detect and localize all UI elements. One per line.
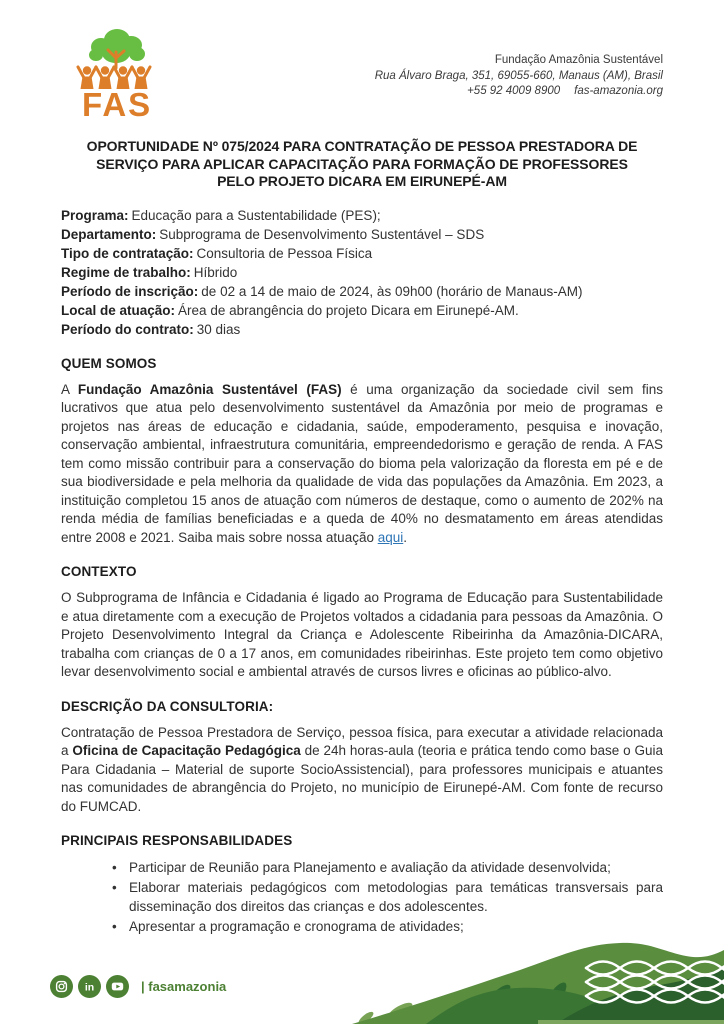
- page-title: OPORTUNIDADE Nº 075/2024 PARA CONTRATAÇÃO DE PESSOA PRESTADORA DE SERVIÇO PARA APLICAR CAPACITAÇÃO PARA FORMAÇÃO DE PROFESSORES PELO PROJETO DICARA EM EIRUNEPÉ-AM: [86, 138, 638, 189]
- field-periodo-inscricao: [61, 282, 663, 301]
- paragraph-text: Contratação de Pessoa Prestadora de Serviço, pessoa física, para executar a atividade relacionada a: [61, 724, 663, 758]
- responsibilities-list: [61, 858, 663, 936]
- contexto-paragraph: O Subprograma de Infância e Cidadania é ligado ao Programa de Educação para Sustentabilidade e atua diretamente com a execução de Projetos voltados a cidadania para pessoas da Amazônia. O Projeto Desenvolvimento Integral da Criança e Adolescente Ribeirinha da Amazônia-DICARA, trabalha com crianças de 0 a 17 anos, em comunidades ribeirinhas. Este projeto tem como objetivo levar desenvolvimento social e ambiental através de cursos livres e oficinas ao público-alvo.: [61, 590, 663, 679]
- field-departamento: [61, 225, 663, 244]
- footer-strip: [538, 1020, 724, 1024]
- opportunity-fields: [61, 206, 663, 339]
- field-value: 30 dias: [196, 321, 241, 337]
- svg-text:in: in: [84, 981, 95, 994]
- field-periodo-contrato: [61, 320, 663, 339]
- field-programa: [61, 206, 663, 225]
- paragraph-text: de 24h horas-aula (teoria e prática tendo como base o Guia Para Cidadania – Material de suporte SocioAssistencial), para professores municipais e atuantes nas comunidades de abrangência do Projeto, no município de Eirunepé-AM. Com fonte de recurso do FUMCAD.: [61, 743, 663, 814]
- org-phone-site: [375, 84, 663, 100]
- section-heading-quem-somos: QUEM SOMOS: [61, 355, 157, 371]
- instagram-icon[interactable]: [50, 975, 73, 998]
- paragraph-text: é uma organização da sociedade civil sem fins lucrativos que atua pelo desenvolvimento sustentável da Amazônia por meio de programas e projetos nas áreas de educação e cidadania, saúde, empoderamento, pesquisa e inovação, conservação ambiental, infraestrutura comunitária, empreendedorismo e geração de renda. A FAS tem como missão contribuir para a conservação do bioma pela valorização da floresta em pé e de sua biodiversidade e pela melhoria da qualidade de vida das populações da Amazônia. Em 2023, a instituição completou 15 anos de atuação com números de destaque, como o aumento de 202% na renda média de famílias beneficiadas e a queda de 40% no desmatamento em áreas atendidas entre 2008 e 2021. Saiba mais sobre nossa atuação: [61, 381, 663, 545]
- field-value: de 02 a 14 de maio de 2024, às 09h00 (horário de Manaus-AM): [201, 283, 583, 299]
- aqui-link[interactable]: aqui: [377, 529, 404, 545]
- field-value: Subprograma de Desenvolvimento Sustentável – SDS: [159, 226, 485, 242]
- field-label: Programa:: [61, 207, 129, 223]
- letterhead: [0, 0, 724, 118]
- youtube-icon[interactable]: [106, 975, 129, 998]
- section-heading-responsabilidades: PRINCIPAIS RESPONSABILIDADES: [61, 833, 293, 848]
- footer-social-bar: [50, 975, 226, 998]
- section-heading-contexto: CONTEXTO: [61, 564, 137, 579]
- field-value: Educação para a Sustentabilidade (PES);: [131, 207, 381, 223]
- fas-logo: [74, 26, 184, 118]
- field-local-atuacao: [61, 301, 663, 320]
- field-regime-trabalho: [61, 263, 663, 282]
- linkedin-icon[interactable]: [78, 975, 101, 998]
- field-label: Local de atuação:: [61, 302, 176, 318]
- quem-somos-paragraph: [61, 381, 663, 548]
- descricao-paragraph: [61, 724, 663, 817]
- org-website: fas-amazonia.org: [574, 85, 663, 97]
- paragraph-bold: Oficina de Capacitação Pedagógica: [72, 743, 301, 758]
- document-body: [61, 206, 663, 937]
- section-heading-descricao: DESCRIÇÃO DA CONSULTORIA:: [61, 698, 274, 714]
- field-label: Período do contrato:: [61, 321, 194, 337]
- field-label: Período de inscrição:: [61, 283, 199, 299]
- list-item: • Participar de Reunião para Planejamento e avaliação da atividade desenvolvida;: [110, 858, 663, 878]
- org-phone: +55 92 4009 8900: [467, 85, 561, 97]
- paragraph-text: .: [403, 529, 408, 545]
- paragraph-text: A: [61, 381, 78, 397]
- field-tipo-contratacao: [61, 244, 663, 263]
- logo-wordmark: FAS: [82, 86, 153, 118]
- paragraph-bold: Fundação Amazônia Sustentável (FAS): [77, 381, 342, 397]
- field-value: Consultoria de Pessoa Física: [196, 245, 373, 261]
- list-item: • Elaborar materiais pedagógicos com metodologias para temáticas transversais para disseminação dos direitos das crianças e dos adolescentes.: [110, 878, 663, 917]
- org-name: Fundação Amazônia Sustentável: [494, 54, 663, 66]
- social-handle-text: | fasamazonia: [141, 979, 227, 994]
- field-label: Regime de trabalho:: [61, 264, 191, 280]
- org-address: Rua Álvaro Braga, 351, 69055-660, Manaus (AM), Brasil: [374, 69, 663, 82]
- field-label: Tipo de contratação:: [61, 245, 194, 261]
- list-item: • Apresentar a programação e cronograma de atividades;: [110, 917, 663, 937]
- field-value: Área de abrangência do projeto Dicara em Eirunepé-AM.: [178, 302, 519, 318]
- field-label: Departamento:: [61, 226, 157, 242]
- letterhead-contact: [375, 53, 663, 100]
- field-value: Híbrido: [193, 264, 238, 280]
